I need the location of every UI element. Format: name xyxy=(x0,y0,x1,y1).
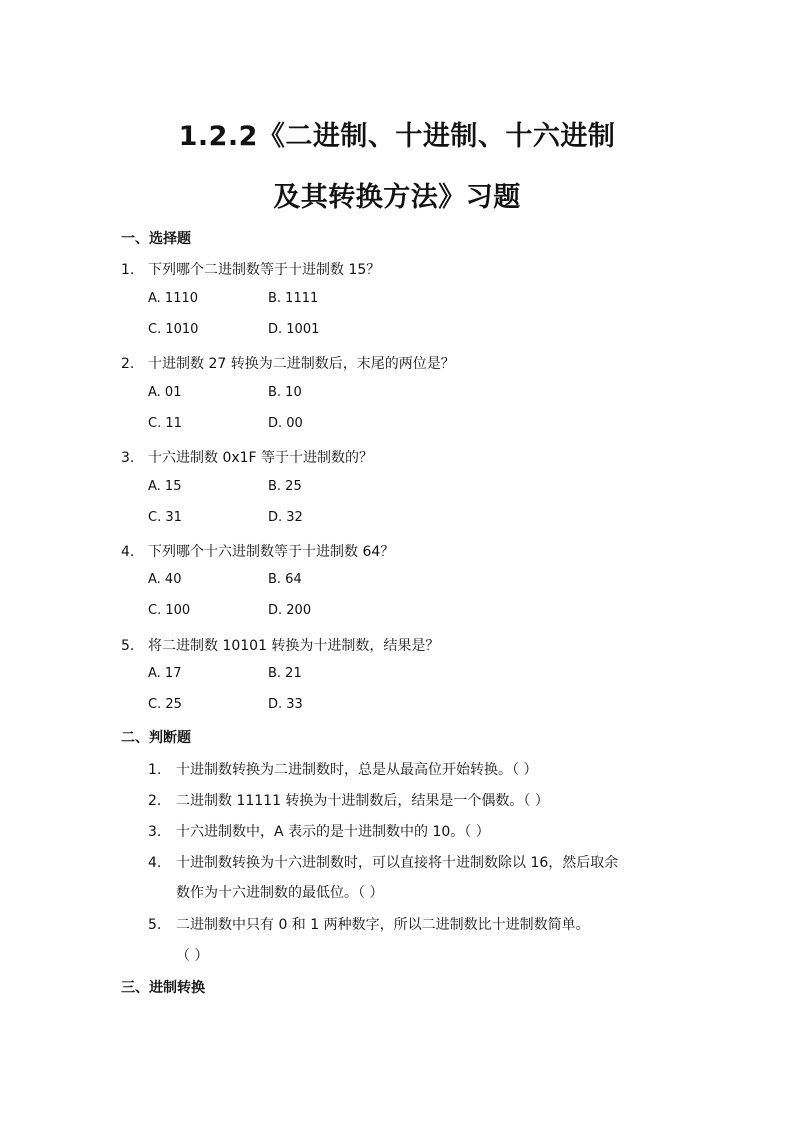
judge-item xyxy=(148,759,537,779)
option-a: A. 1110 xyxy=(148,291,199,306)
choice-question xyxy=(121,635,439,655)
option-b: B. 25 xyxy=(268,479,302,494)
section-heading-conversion: 三、进制转换 xyxy=(121,980,205,996)
question-text: 将二进制数 10101 转换为十进制数，结果是？ xyxy=(148,638,440,654)
question-number: 2. xyxy=(121,356,135,372)
question-text: 十进制数 27 转换为二进制数后，末尾的两位是？ xyxy=(148,356,455,372)
judge-item xyxy=(148,914,590,934)
judge-text: 二进制数 11111 转换为十进制数后，结果是一个偶数。（ ） xyxy=(176,793,549,809)
question-number: 5. xyxy=(121,638,135,654)
judge-text: 十进制数转换为十六进制数时，可以直接将十进制数除以 16，然后取余 xyxy=(176,855,619,871)
judge-text: 十六进制数中，A 表示的是十进制数中的 10。（ ） xyxy=(176,824,490,840)
option-d: D. 1001 xyxy=(268,322,320,337)
option-d: D. 00 xyxy=(268,416,303,431)
choice-question xyxy=(121,259,380,279)
choice-question xyxy=(121,447,373,467)
page-title-line-1: 1.2.2《二进制、十进制、十六进制 xyxy=(178,121,616,152)
section-heading-choice: 一、选择题 xyxy=(121,231,191,247)
option-c: C. 11 xyxy=(148,416,182,431)
choice-question xyxy=(121,541,394,561)
judge-number: 1. xyxy=(148,762,162,778)
judge-text-continuation: （ ） xyxy=(176,948,209,964)
question-number: 1. xyxy=(121,262,135,278)
judge-number: 5. xyxy=(148,917,162,933)
option-a: A. 15 xyxy=(148,479,182,494)
option-a: A. 17 xyxy=(148,666,182,681)
option-c: C. 100 xyxy=(148,603,191,618)
judge-number: 2. xyxy=(148,793,162,809)
question-text: 下列哪个十六进制数等于十进制数 64？ xyxy=(148,544,395,560)
option-c: C. 25 xyxy=(148,697,182,712)
judge-text: 二进制数中只有 0 和 1 两种数字，所以二进制数比十进制数简单。 xyxy=(176,917,590,933)
choice-question xyxy=(121,353,455,373)
option-a: A. 01 xyxy=(148,385,182,400)
question-number: 4. xyxy=(121,544,135,560)
option-b: B. 1111 xyxy=(268,291,319,306)
option-d: D. 33 xyxy=(268,697,303,712)
option-b: B. 64 xyxy=(268,572,302,587)
question-text: 十六进制数 0x1F 等于十进制数的？ xyxy=(148,450,374,466)
option-b: B. 21 xyxy=(268,666,302,681)
judge-text-continuation: 数作为十六进制数的最低位。（ ） xyxy=(176,885,384,901)
judge-item xyxy=(148,852,618,872)
judge-number: 4. xyxy=(148,855,162,871)
question-text: 下列哪个二进制数等于十进制数 15？ xyxy=(148,262,381,278)
option-a: A. 40 xyxy=(148,572,182,587)
section-heading-judge: 二、判断题 xyxy=(121,730,191,746)
judge-item xyxy=(148,790,549,810)
option-b: B. 10 xyxy=(268,385,302,400)
option-c: C. 31 xyxy=(148,510,182,525)
option-c: C. 1010 xyxy=(148,322,199,337)
page-title-line-2: 及其转换方法》习题 xyxy=(273,182,521,213)
option-d: D. 32 xyxy=(268,510,303,525)
question-number: 3. xyxy=(121,450,135,466)
option-d: D. 200 xyxy=(268,603,312,618)
judge-text: 十进制数转换为二进制数时，总是从最高位开始转换。（ ） xyxy=(176,762,538,778)
judge-number: 3. xyxy=(148,824,162,840)
judge-item xyxy=(148,821,490,841)
